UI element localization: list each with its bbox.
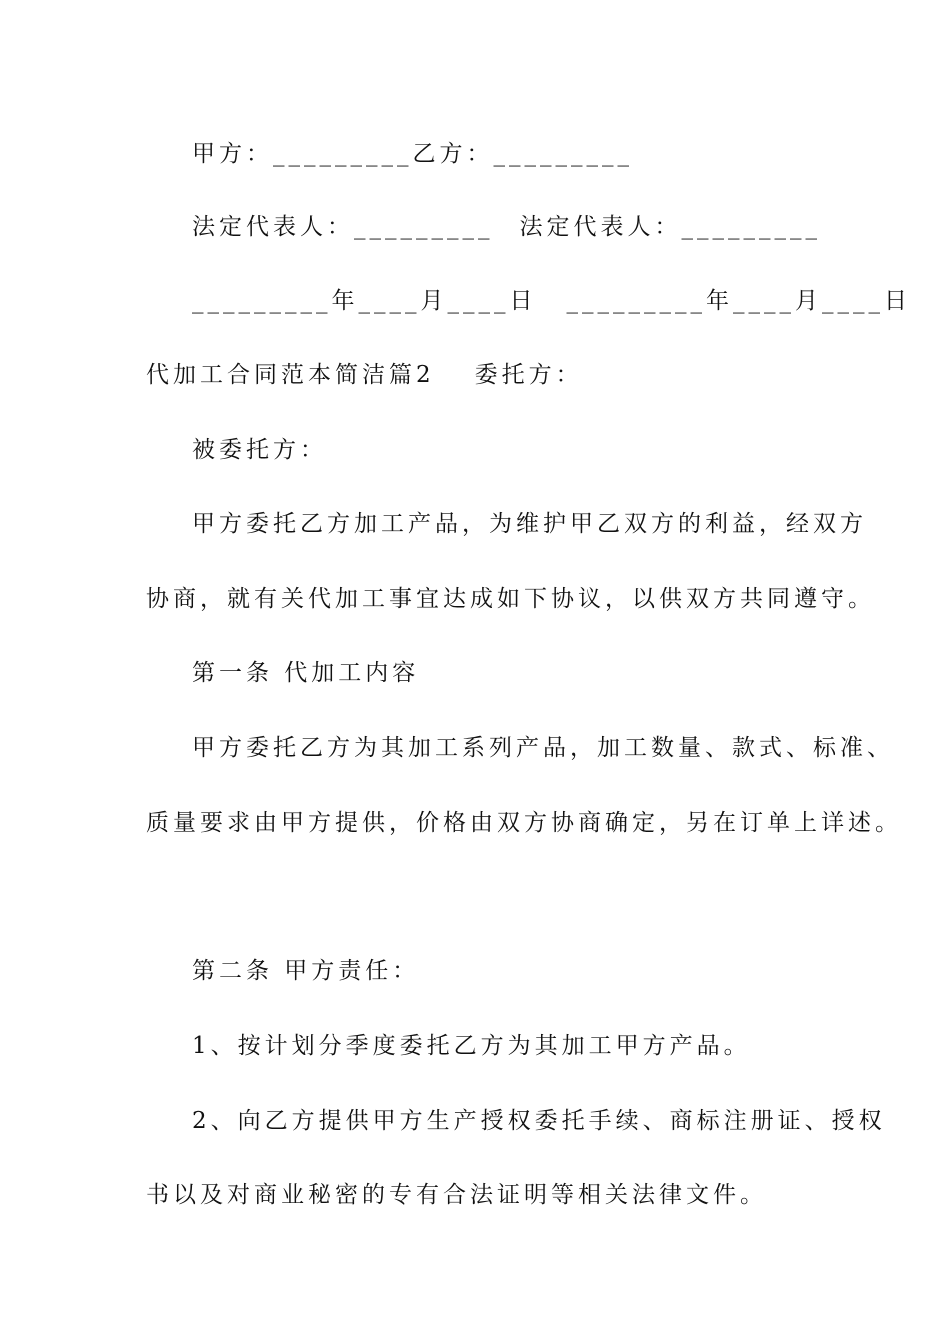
party-b-date-field: _________年____月____日 xyxy=(566,288,911,314)
party-b-representative-field: 法定代表人：_________ xyxy=(519,214,821,240)
section-heading-line xyxy=(146,359,583,391)
article-2-item-2-line-2: 书以及对商业秘密的专有合法证明等相关法律文件。 xyxy=(146,1182,767,1208)
party-a-field: 甲方：_________ xyxy=(192,141,413,167)
article-1-title: 第一条 代加工内容 xyxy=(192,660,420,686)
article-2-title: 第二条 甲方责任： xyxy=(192,958,420,984)
article-2-item-1: 1、按计划分季度委托乙方为其加工甲方产品。 xyxy=(192,1033,751,1059)
representative-line xyxy=(192,211,821,243)
party-a-date-field: _________年____月____日 xyxy=(192,288,537,314)
date-line xyxy=(192,285,911,317)
article-2-item-2-line-1: 2、向乙方提供甲方生产授权委托手续、商标注册证、授权 xyxy=(192,1108,886,1134)
contractor-label: 被委托方： xyxy=(192,437,327,463)
intro-paragraph-line-2: 协商，就有关代加工事宜达成如下协议，以供双方共同遵守。 xyxy=(146,586,875,612)
party-line xyxy=(192,138,633,170)
intro-paragraph-line-1: 甲方委托乙方加工产品，为维护甲乙双方的利益，经双方 xyxy=(192,511,867,537)
section-heading: 代加工合同范本简洁篇2 xyxy=(146,362,435,388)
party-b-field: 乙方：_________ xyxy=(412,141,633,167)
client-label: 委托方： xyxy=(474,362,583,388)
article-1-text-line-1: 甲方委托乙方为其加工系列产品，加工数量、款式、标准、 xyxy=(192,735,894,761)
article-1-text-line-2: 质量要求由甲方提供，价格由双方协商确定，另在订单上详述。 xyxy=(146,810,902,836)
party-a-representative-field: 法定代表人：_________ xyxy=(192,214,494,240)
